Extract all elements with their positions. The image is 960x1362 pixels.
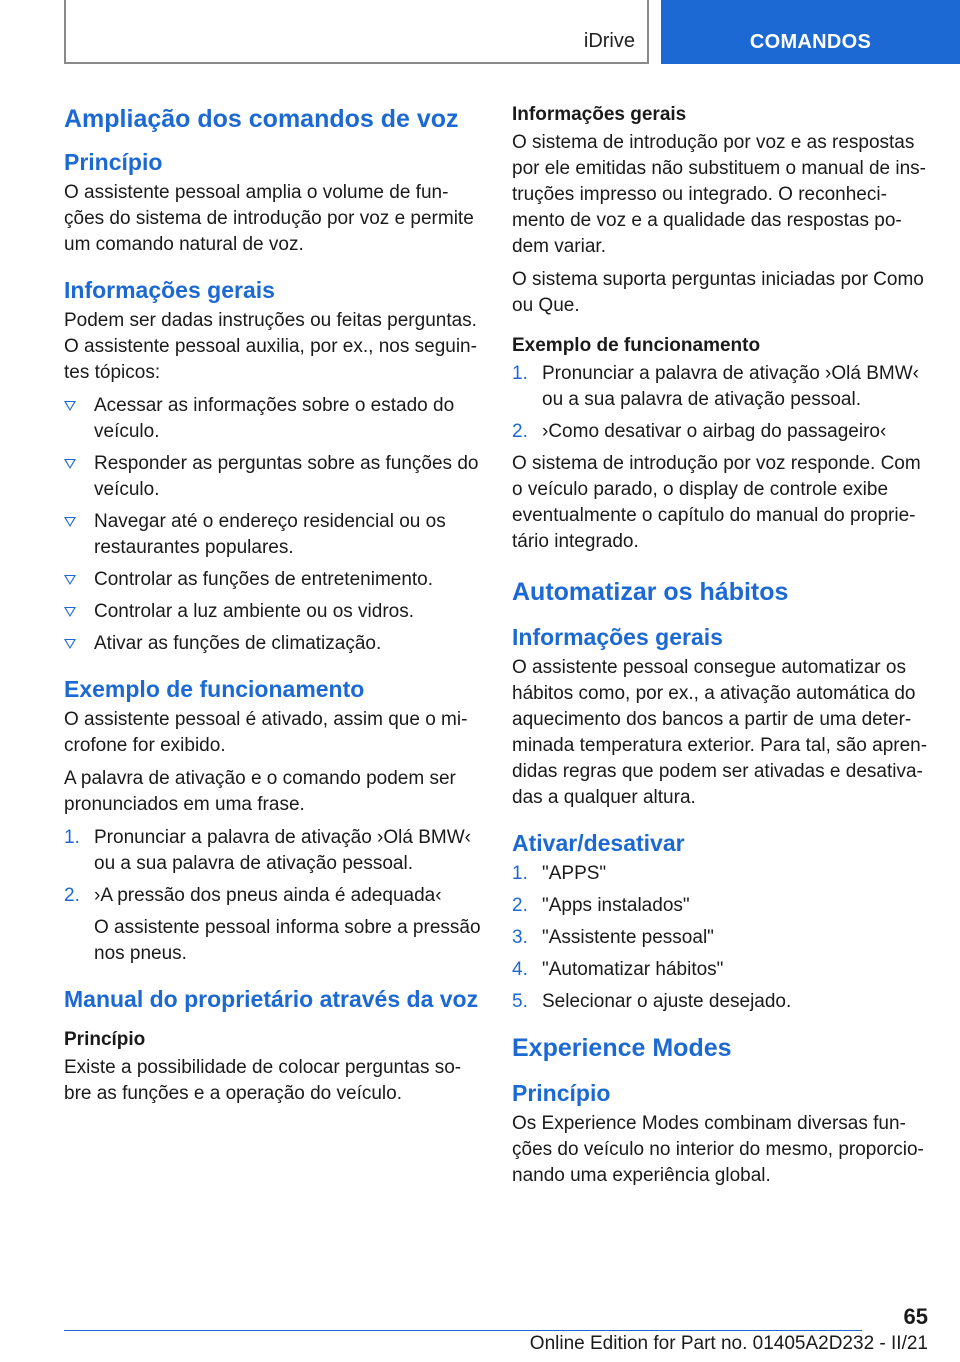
triangle-bullet-icon	[64, 607, 76, 617]
list-item: Acessar as informações sobre o estado do veículo.	[64, 393, 482, 445]
paragraph-exemplo-1: O assistente pessoal é ativado, assim que o mi‐crofone for exibido.	[64, 709, 468, 756]
list-item: 2. "Apps instalados"	[512, 895, 690, 916]
header-section-box	[64, 0, 649, 64]
heading-informacoes-gerais: Informações gerais	[64, 277, 275, 303]
triangle-bullet-icon	[64, 459, 76, 469]
list-item: Navegar até o endereço residencial ou os restaurantes populares.	[64, 509, 482, 561]
heading-automatizar: Automatizar os hábitos	[512, 578, 789, 606]
list-item: Controlar as funções de entretenimento.	[64, 567, 482, 593]
paragraph-exemplo-2: A palavra de ativação e o comando podem ser pronunciados em uma frase.	[64, 768, 456, 815]
list-item: 1. Pronunciar a palavra de ativação ›Olá BMW‹ ou a sua palavra de ativação pessoal.	[512, 363, 919, 410]
heading-exemplo: Exemplo de funcionamento	[64, 676, 365, 702]
triangle-bullet-icon	[64, 639, 76, 649]
header-chapter-tab	[661, 0, 960, 64]
paragraph-manual: Existe a possibilidade de colocar perguntas so‐bre as funções e a operação do veículo.	[64, 1057, 462, 1104]
subheading-informacoes-gerais: Informações gerais	[512, 104, 687, 125]
topics-list	[64, 393, 482, 657]
list-item: 1. "APPS"	[512, 863, 607, 884]
list-item: 4. "Automatizar hábitos"	[512, 959, 724, 980]
triangle-bullet-icon	[64, 401, 76, 411]
paragraph-automatizar: O assistente pessoal consegue automatizar os hábitos como, por ex., a ativação automática do aquecimento dos bancos a partir de uma deter‐minada temperatura exterior. Para tal, são apren‐didas regras que podem ser ativadas e desativa‐das a qualquer altura.	[512, 657, 928, 808]
list-item: Controlar a luz ambiente ou os vidros.	[64, 599, 482, 625]
list-item: Responder as perguntas sobre as funções do veículo.	[64, 451, 482, 503]
right-column	[512, 100, 930, 1196]
heading-ativar-desativar: Ativar/desativar	[512, 830, 685, 856]
list-item: 5. Selecionar o ajuste desejado.	[512, 991, 792, 1012]
exemplo-steps	[64, 825, 482, 967]
exemplo-steps-right	[512, 361, 930, 445]
triangle-bullet-icon	[64, 575, 76, 585]
heading-manual-voz: Manual do proprietário através da voz	[64, 986, 479, 1012]
paragraph-informacoes: Podem ser dadas instruções ou feitas perguntas. O assistente pessoal auxilia, por ex., nos seguin‐tes tópicos:	[64, 310, 477, 383]
list-item: 3. "Assistente pessoal"	[512, 927, 714, 948]
page-number: 65	[903, 1304, 928, 1329]
list-item: 1. Pronunciar a palavra de ativação ›Olá BMW‹ ou a sua palavra de ativação pessoal.	[64, 827, 471, 874]
left-column	[64, 98, 482, 1114]
paragraph-exemplo-right: O sistema de introdução por voz responde. Com o veículo parado, o display de controle exibe eventualmente o capítulo do manual do proprie‐tário integrado.	[512, 453, 921, 552]
triangle-bullet-icon	[64, 517, 76, 527]
paragraph-principio: O assistente pessoal amplia o volume de fun‐ções do sistema de introdução por voz e permite um comando natural de voz.	[64, 182, 474, 255]
paragraph-info-1: O sistema de introdução por voz e as respostas por ele emitidas não substituem o manual de ins‐truções impresso ou integrado. O reconheci‐mento de voz e a qualidade das respostas po‐dem variar.	[512, 132, 927, 257]
header-chapter-label: COMANDOS	[749, 31, 872, 53]
subheading-principio: Princípio	[64, 1029, 146, 1050]
heading-auto-informacoes: Informações gerais	[512, 624, 723, 650]
header-section-label: iDrive	[583, 30, 635, 52]
footer-divider	[64, 1330, 862, 1331]
heading-exp-principio: Princípio	[512, 1080, 611, 1106]
ativar-steps	[512, 861, 930, 1015]
list-item: Ativar as funções de climatização.	[64, 631, 482, 657]
subheading-exemplo: Exemplo de funcionamento	[512, 335, 761, 356]
heading-principio: Princípio	[64, 149, 163, 175]
list-item: 2. ›A pressão dos pneus ainda é adequada‹ O assistente pessoal informa sobre a pressão nos pneus.	[64, 883, 482, 967]
step-result: O assistente pessoal informa sobre a pressão nos pneus.	[94, 917, 481, 964]
list-item: 2. ›Como desativar o airbag do passageiro‹	[512, 421, 887, 442]
paragraph-info-2: O sistema suporta perguntas iniciadas por Como ou Que.	[512, 269, 924, 316]
paragraph-experience: Os Experience Modes combinam diversas fun‐ções do veículo no interior do mesmo, proporcio‐nando uma experiência global.	[512, 1113, 924, 1186]
footer-edition: Online Edition for Part no. 01405A2D232 - II/21	[529, 1333, 928, 1354]
heading-experience-modes: Experience Modes	[512, 1034, 732, 1062]
heading-ampliacao: Ampliação dos comandos de voz	[64, 105, 459, 133]
